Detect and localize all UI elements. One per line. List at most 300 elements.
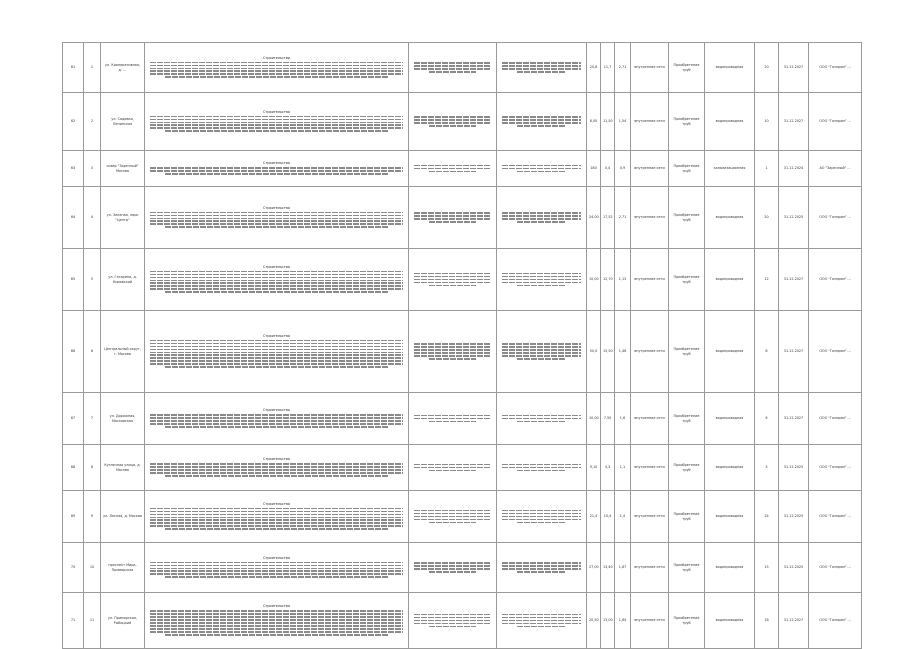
text-line: [150, 73, 403, 75]
category-cell: канализационная: [705, 151, 755, 187]
row-index-cell: 11: [84, 593, 101, 649]
row-index-cell: 6: [84, 311, 101, 393]
row-number-cell: 62: [63, 93, 84, 151]
section-heading: Строительство: [263, 264, 290, 269]
row-index-cell: 1: [84, 43, 101, 93]
text-line: [414, 273, 491, 275]
area-cell-3: 1,13: [615, 249, 631, 311]
detail-cell-a: [409, 445, 497, 491]
section-heading: Строительство: [263, 501, 290, 506]
section-heading: Строительство: [263, 333, 290, 338]
text-line: [502, 349, 581, 351]
text-line: [150, 562, 403, 564]
detail-cell-b: [497, 43, 587, 93]
area-cell-1: 21,4: [587, 491, 601, 543]
area-cell-2: 10,4: [601, 491, 615, 543]
text-line: [150, 285, 403, 287]
text-line: [414, 513, 491, 515]
text-line: [502, 565, 581, 567]
text-line: [165, 634, 388, 636]
row-number-cell: 69: [63, 491, 84, 543]
text-line: [429, 125, 476, 127]
text-line: [517, 626, 566, 628]
area-cell-2: 11,50: [601, 93, 615, 151]
text-line: [414, 519, 491, 521]
text-line: [502, 215, 581, 217]
text-line: [414, 467, 491, 469]
text-line: [150, 340, 403, 342]
action-cell: Приобретение труб: [669, 43, 705, 93]
organization-cell: ООО "Газпром" ...: [809, 593, 862, 649]
date-cell: 31.12.2027: [779, 249, 809, 311]
text-line: [150, 628, 403, 630]
category-cell: водопроводная: [705, 491, 755, 543]
text-line: [502, 279, 581, 281]
detail-cell-a: [409, 151, 497, 187]
date-cell: 31.12.2027: [779, 93, 809, 151]
object-name-cell: ул. Лесная, д. Москва: [101, 491, 145, 543]
text-line: [414, 62, 491, 64]
description-cell: [145, 151, 409, 187]
network-type-cell: внутренние сети: [631, 445, 669, 491]
text-line: [502, 620, 581, 622]
section-heading: Строительство: [263, 109, 290, 114]
text-line: [414, 620, 491, 622]
text-line: [502, 617, 581, 619]
text-line: [150, 463, 403, 465]
text-line: [150, 519, 403, 521]
category-cell: водопроводная: [705, 543, 755, 593]
action-cell: Приобретение труб: [669, 445, 705, 491]
action-cell: Приобретение труб: [669, 311, 705, 393]
action-cell: Приобретение труб: [669, 151, 705, 187]
text-line: [150, 274, 403, 276]
object-name-cell: ул. Кооперативная, д. …: [101, 43, 145, 93]
text-line: [150, 170, 403, 172]
area-cell-2: 11,7: [601, 43, 615, 93]
detail-cell-b: [497, 187, 587, 249]
text-line: [414, 349, 491, 351]
text-line: [429, 285, 476, 287]
text-line: [414, 464, 491, 466]
area-cell-2: 13,40: [601, 543, 615, 593]
network-type-cell: внутренние сети: [631, 491, 669, 543]
object-name-cell: Центральный округ, г. Москва: [101, 311, 145, 393]
table-row: [63, 543, 862, 593]
text-line: [414, 65, 491, 67]
text-line: [502, 68, 581, 70]
text-line: [502, 352, 581, 354]
text-line: [165, 576, 388, 578]
text-line: [150, 423, 403, 425]
area-cell-3: 2,71: [615, 187, 631, 249]
text-line: [150, 215, 403, 217]
row-index-cell: 8: [84, 445, 101, 491]
quantity-cell: 15: [755, 543, 779, 593]
text-line: [502, 65, 581, 67]
text-line: [414, 614, 491, 616]
text-line: [414, 343, 491, 345]
description-cell: [145, 491, 409, 543]
row-index-cell: 7: [84, 393, 101, 445]
organization-cell: ООО "Газпром" ...: [809, 491, 862, 543]
date-cell: 31.12.2027: [779, 311, 809, 393]
table-row: [63, 249, 862, 311]
text-line: [502, 562, 581, 564]
detail-cell-b: [497, 311, 587, 393]
text-line: [414, 617, 491, 619]
text-line: [502, 212, 581, 214]
text-line: [150, 613, 403, 615]
text-line: [150, 354, 403, 356]
text-line: [517, 421, 566, 423]
text-line: [414, 346, 491, 348]
category-cell: водопроводная: [705, 249, 755, 311]
text-line: [502, 464, 581, 466]
detail-cell-a: [409, 543, 497, 593]
text-line: [502, 513, 581, 515]
text-line: [429, 358, 476, 360]
row-index-cell: 2: [84, 93, 101, 151]
text-line: [502, 516, 581, 518]
text-line: [414, 116, 491, 118]
text-line: [150, 414, 403, 416]
action-cell: Приобретение труб: [669, 249, 705, 311]
detail-cell-b: [497, 491, 587, 543]
network-type-cell: внутренние сети: [631, 593, 669, 649]
area-cell-3: 1,64: [615, 593, 631, 649]
text-line: [502, 346, 581, 348]
category-cell: водопроводная: [705, 311, 755, 393]
section-heading: Строительство: [263, 408, 290, 413]
text-line: [414, 623, 491, 625]
section-heading: Строительство: [263, 555, 290, 560]
text-line: [150, 127, 403, 129]
description-cell: [145, 445, 409, 491]
date-cell: 31.12.2027: [779, 393, 809, 445]
text-line: [414, 122, 491, 124]
detail-cell-b: [497, 249, 587, 311]
text-line: [165, 76, 388, 78]
detail-cell-a: [409, 311, 497, 393]
date-cell: 31.12.2025: [779, 491, 809, 543]
text-line: [150, 352, 403, 354]
text-line: [502, 568, 581, 570]
row-index-cell: 9: [84, 491, 101, 543]
row-number-cell: 67: [63, 393, 84, 445]
text-line: [150, 167, 403, 169]
text-line: [165, 130, 388, 132]
date-cell: 31.12.2027: [779, 593, 809, 649]
category-cell: водопроводная: [705, 445, 755, 491]
area-cell-1: 10,00: [587, 249, 601, 311]
text-line: [150, 417, 403, 419]
text-line: [150, 343, 403, 345]
text-line: [150, 622, 403, 624]
object-name-cell: ул. Зеленая, парк "Центр": [101, 187, 145, 249]
area-cell-2: 4,3: [601, 445, 615, 491]
text-line: [150, 357, 403, 359]
object-name-cell: ул. Приморская, Рыбацкий: [101, 593, 145, 649]
text-line: [150, 631, 403, 633]
text-line: [414, 276, 491, 278]
description-cell: [145, 43, 409, 93]
text-line: [502, 467, 581, 469]
table-row: [63, 311, 862, 393]
text-line: [150, 212, 403, 214]
area-cell-2: 12,70: [601, 249, 615, 311]
date-cell: 31.12.2025: [779, 445, 809, 491]
text-line: [414, 68, 491, 70]
area-cell-3: 1,4: [615, 491, 631, 543]
text-line: [150, 625, 403, 627]
text-line: [429, 71, 476, 73]
text-line: [150, 122, 403, 124]
organization-cell: АО "Заречный" ...: [809, 151, 862, 187]
text-line: [165, 475, 388, 477]
text-line: [502, 273, 581, 275]
text-line: [150, 469, 403, 471]
text-line: [150, 522, 403, 524]
text-line: [150, 570, 403, 572]
area-cell-3: 1,6: [615, 393, 631, 445]
detail-cell-b: [497, 445, 587, 491]
detail-cell-a: [409, 491, 497, 543]
text-line: [150, 65, 403, 67]
text-line: [150, 525, 403, 527]
text-line: [150, 508, 403, 510]
area-cell-1: 10,00: [587, 393, 601, 445]
text-line: [150, 218, 403, 220]
text-line: [150, 610, 403, 612]
detail-cell-a: [409, 593, 497, 649]
description-cell: [145, 593, 409, 649]
table-row: [63, 151, 862, 187]
text-line: [414, 218, 491, 220]
text-line: [517, 221, 566, 223]
row-index-cell: 3: [84, 151, 101, 187]
date-cell: 31.12.2024: [779, 151, 809, 187]
text-line: [150, 68, 403, 70]
text-line: [150, 363, 403, 365]
object-name-cell: ул. Гагарина, д. Кировский: [101, 249, 145, 311]
text-line: [502, 415, 581, 417]
object-name-cell: проспект Мира, Приморская: [101, 543, 145, 593]
text-line: [502, 623, 581, 625]
text-line: [150, 271, 403, 273]
organization-cell: ООО "Газпром" ...: [809, 543, 862, 593]
table-row: [63, 593, 862, 649]
object-name-cell: сквер "Заречный" Москва: [101, 151, 145, 187]
text-line: [502, 116, 581, 118]
text-line: [150, 573, 403, 575]
section-heading: Строительство: [263, 604, 290, 609]
network-type-cell: внутренние сети: [631, 43, 669, 93]
text-line: [502, 218, 581, 220]
text-line: [165, 366, 388, 368]
row-number-cell: 70: [63, 543, 84, 593]
section-heading: Строительство: [263, 55, 290, 60]
text-line: [517, 571, 566, 573]
text-line: [502, 122, 581, 124]
area-cell-3: 1,54: [615, 93, 631, 151]
organization-cell: ООО "Газпром" ...: [809, 43, 862, 93]
organization-cell: ООО "Газпром" ...: [809, 311, 862, 393]
detail-cell-a: [409, 393, 497, 445]
text-line: [429, 421, 476, 423]
text-line: [414, 165, 491, 167]
row-number-cell: 63: [63, 151, 84, 187]
text-line: [502, 168, 581, 170]
network-type-cell: внутренние сети: [631, 393, 669, 445]
text-line: [150, 514, 403, 516]
table-row: [63, 43, 862, 93]
text-line: [429, 626, 476, 628]
text-line: [414, 568, 491, 570]
text-line: [517, 171, 566, 173]
text-line: [165, 173, 388, 175]
section-heading: Строительство: [263, 161, 290, 166]
area-cell-2: 17,52: [601, 187, 615, 249]
category-cell: водопроводная: [705, 43, 755, 93]
text-line: [414, 355, 491, 357]
text-line: [502, 418, 581, 420]
action-cell: Приобретение труб: [669, 393, 705, 445]
organization-cell: ООО "Газпром" ...: [809, 93, 862, 151]
date-cell: 31.12.2027: [779, 43, 809, 93]
network-type-cell: внутренние сети: [631, 311, 669, 393]
text-line: [150, 70, 403, 72]
text-line: [150, 288, 403, 290]
action-cell: Приобретение труб: [669, 93, 705, 151]
text-line: [150, 280, 403, 282]
text-line: [502, 614, 581, 616]
text-line: [502, 343, 581, 345]
text-line: [414, 279, 491, 281]
text-line: [502, 276, 581, 278]
detail-cell-a: [409, 187, 497, 249]
date-cell: 31.12.2025: [779, 543, 809, 593]
text-line: [502, 62, 581, 64]
text-line: [150, 568, 403, 570]
text-line: [150, 116, 403, 118]
text-line: [502, 355, 581, 357]
description-cell: [145, 311, 409, 393]
detail-cell-b: [497, 543, 587, 593]
table-row: [63, 393, 862, 445]
area-cell-1: 50,0: [587, 311, 601, 393]
table-row: [63, 445, 862, 491]
text-line: [517, 358, 566, 360]
text-line: [414, 565, 491, 567]
text-line: [150, 220, 403, 222]
text-line: [165, 528, 388, 530]
category-cell: водопроводная: [705, 187, 755, 249]
text-line: [502, 119, 581, 121]
row-number-cell: 61: [63, 43, 84, 93]
quantity-cell: 24: [755, 491, 779, 543]
organization-cell: ООО "Газпром" ...: [809, 445, 862, 491]
category-cell: водопроводная: [705, 593, 755, 649]
text-line: [517, 125, 566, 127]
text-line: [150, 360, 403, 362]
area-cell-1: 8,00: [587, 93, 601, 151]
area-cell-3: 1,1: [615, 445, 631, 491]
text-line: [150, 282, 403, 284]
quantity-cell: 3: [755, 445, 779, 491]
detail-cell-a: [409, 93, 497, 151]
text-line: [517, 522, 566, 524]
quantity-cell: 20: [755, 43, 779, 93]
row-number-cell: 71: [63, 593, 84, 649]
category-cell: водопроводная: [705, 393, 755, 445]
date-cell: 31.12.2025: [779, 187, 809, 249]
text-line: [517, 71, 566, 73]
quantity-cell: 10: [755, 93, 779, 151]
text-line: [150, 223, 403, 225]
text-line: [502, 510, 581, 512]
text-line: [150, 472, 403, 474]
table-row: [63, 491, 862, 543]
text-line: [414, 352, 491, 354]
text-line: [150, 565, 403, 567]
text-line: [165, 291, 388, 293]
text-line: [150, 619, 403, 621]
organization-cell: ООО "Газпром" ...: [809, 187, 862, 249]
text-line: [517, 470, 566, 472]
detail-cell-a: [409, 249, 497, 311]
text-line: [150, 466, 403, 468]
description-cell: [145, 187, 409, 249]
quantity-cell: 18: [755, 593, 779, 649]
section-heading: Строительство: [263, 205, 290, 210]
text-line: [414, 562, 491, 564]
action-cell: Приобретение труб: [669, 491, 705, 543]
text-line: [414, 418, 491, 420]
detail-cell-b: [497, 393, 587, 445]
detail-cell-a: [409, 43, 497, 93]
network-type-cell: внутренние сети: [631, 151, 669, 187]
text-line: [429, 221, 476, 223]
object-name-cell: ул. Дорожная, Московская: [101, 393, 145, 445]
row-index-cell: 4: [84, 187, 101, 249]
area-cell-1: 20,50: [587, 593, 601, 649]
row-number-cell: 65: [63, 249, 84, 311]
area-cell-1: 27,00: [587, 543, 601, 593]
text-line: [429, 522, 476, 524]
text-line: [414, 282, 491, 284]
category-cell: водопроводная: [705, 93, 755, 151]
quantity-cell: 8: [755, 311, 779, 393]
text-line: [414, 212, 491, 214]
data-table: [62, 42, 862, 649]
network-type-cell: внутренние сети: [631, 93, 669, 151]
object-name-cell: Кузнечная улица, д. Москва: [101, 445, 145, 491]
detail-cell-b: [497, 151, 587, 187]
area-cell-2: 7,50: [601, 393, 615, 445]
action-cell: Приобретение труб: [669, 187, 705, 249]
text-line: [150, 124, 403, 126]
area-cell-3: 1,46: [615, 311, 631, 393]
network-type-cell: внутренние сети: [631, 187, 669, 249]
area-cell-3: 1,87: [615, 543, 631, 593]
area-cell-3: 0,9: [615, 151, 631, 187]
text-line: [502, 282, 581, 284]
quantity-cell: 6: [755, 393, 779, 445]
text-line: [502, 165, 581, 167]
quantity-cell: 12: [755, 249, 779, 311]
text-line: [150, 616, 403, 618]
